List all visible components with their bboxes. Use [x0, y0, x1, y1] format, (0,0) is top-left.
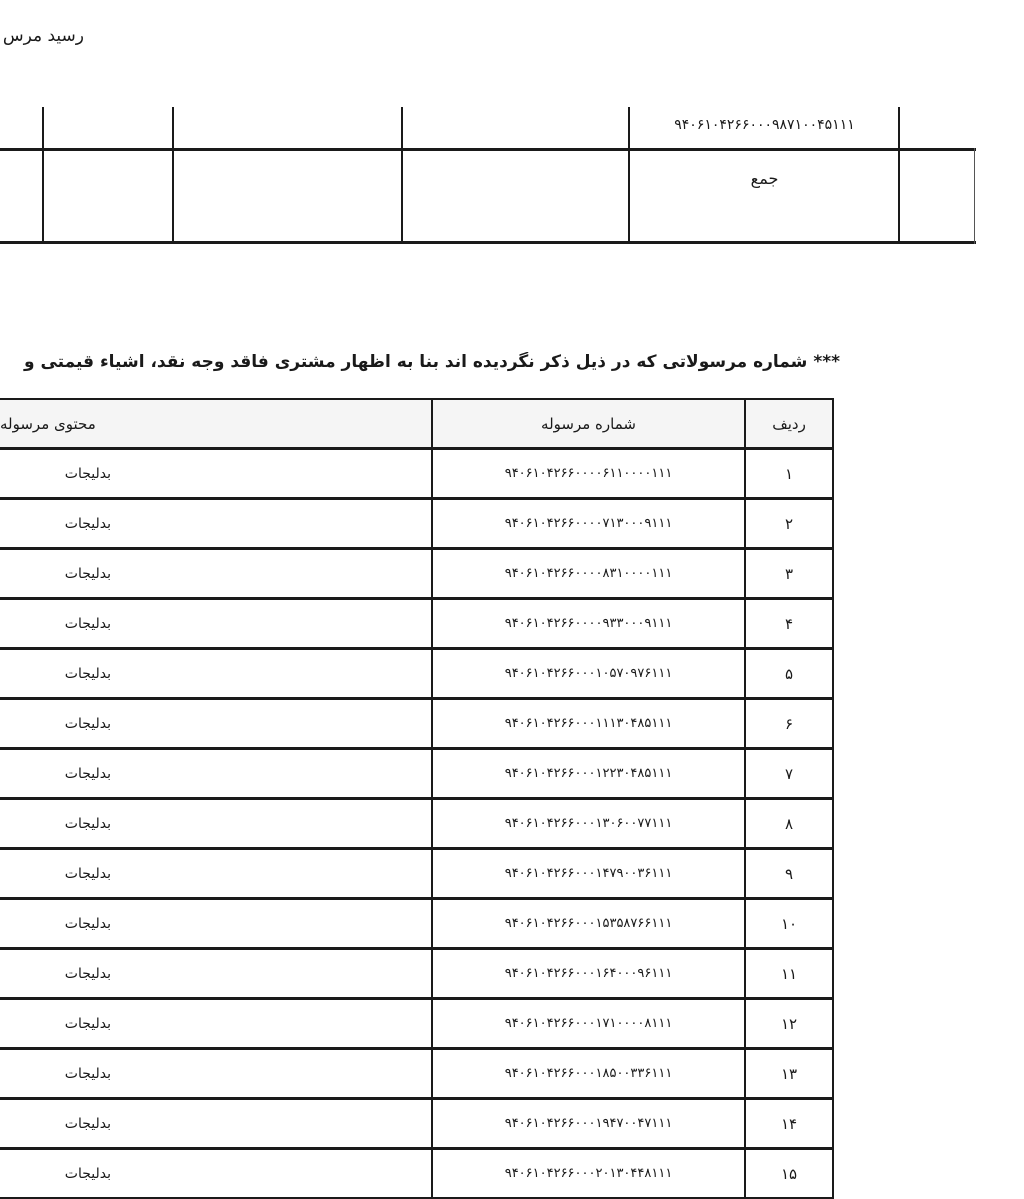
row-content: بدلیجات [64, 915, 111, 932]
row-index: ۹ [744, 850, 832, 897]
table-row [0, 450, 832, 500]
row-index: ۳ [744, 550, 832, 597]
table-row [0, 700, 832, 750]
row-content: بدلیجات [64, 965, 111, 982]
row-content: بدلیجات [64, 465, 111, 482]
row-index: ۱ [744, 450, 832, 497]
table-row [0, 500, 832, 550]
row-index: ۱۲ [744, 1000, 832, 1047]
row-shipment-number: ۹۴۰۶۱۰۴۲۶۶۰۰۰۱۸۵۰۰۳۳۶۱۱۱ [431, 1050, 744, 1097]
table-row [0, 1050, 832, 1100]
table-row [0, 1150, 832, 1197]
table-row [0, 750, 832, 800]
row-index: ۱۴ [744, 1100, 832, 1147]
row-content: بدلیجات [64, 615, 111, 632]
table-row [0, 800, 832, 850]
row-shipment-number: ۹۴۰۶۱۰۴۲۶۶۰۰۰۱۵۳۵۸۷۶۶۱۱۱ [431, 900, 744, 947]
row-content: بدلیجات [64, 1065, 111, 1082]
table-row [0, 650, 832, 700]
disclaimer-note: *** شماره مرسولاتی که در ذیل ذکر نگردیده اند بنا به اظهار مشتری فاقد وجه نقد، اشیاء قیمتی و [23, 352, 840, 372]
row-shipment-number: ۹۴۰۶۱۰۴۲۶۶۰۰۰۰۹۳۳۰۰۰۹۱۱۱ [431, 600, 744, 647]
row-shipment-number: ۹۴۰۶۱۰۴۲۶۶۰۰۰۱۷۱۰۰۰۰۸۱۱۱ [431, 1000, 744, 1047]
summary-col-divider [898, 107, 900, 244]
row-content: بدلیجات [64, 565, 111, 582]
summary-row-divider [0, 148, 976, 151]
summary-col-divider [628, 107, 630, 244]
row-shipment-number: ۹۴۰۶۱۰۴۲۶۶۰۰۰۰۶۱۱۰۰۰۰۱۱۱ [431, 450, 744, 497]
row-shipment-number: ۹۴۰۶۱۰۴۲۶۶۰۰۰۱۳۰۶۰۰۷۷۱۱۱ [431, 800, 744, 847]
row-index: ۸ [744, 800, 832, 847]
row-index: ۵ [744, 650, 832, 697]
header-shipment-number: شماره مرسوله [431, 400, 744, 447]
table-row [0, 1000, 832, 1050]
row-content: بدلیجات [64, 865, 111, 882]
row-index: ۷ [744, 750, 832, 797]
row-index: ۱۳ [744, 1050, 832, 1097]
summary-col-divider [401, 107, 403, 244]
row-content: بدلیجات [64, 665, 111, 682]
summary-col-divider [42, 107, 44, 244]
row-index: ۶ [744, 700, 832, 747]
summary-right-border [974, 148, 975, 244]
row-content: بدلیجات [64, 715, 111, 732]
row-content: بدلیجات [64, 515, 111, 532]
summary-col-divider [172, 107, 174, 244]
shipment-table [0, 398, 834, 1199]
row-shipment-number: ۹۴۰۶۱۰۴۲۶۶۰۰۰۱۴۷۹۰۰۳۶۱۱۱ [431, 850, 744, 897]
table-row [0, 850, 832, 900]
header-index: ردیف [744, 400, 832, 447]
table-row [0, 550, 832, 600]
row-shipment-number: ۹۴۰۶۱۰۴۲۶۶۰۰۰۰۸۳۱۰۰۰۰۱۱۱ [431, 550, 744, 597]
row-content: بدلیجات [64, 1015, 111, 1032]
row-content: بدلیجات [64, 765, 111, 782]
table-row [0, 950, 832, 1000]
row-index: ۲ [744, 500, 832, 547]
row-shipment-number: ۹۴۰۶۱۰۴۲۶۶۰۰۰۱۰۵۷۰۹۷۶۱۱۱ [431, 650, 744, 697]
row-shipment-number: ۹۴۰۶۱۰۴۲۶۶۰۰۰۱۹۴۷۰۰۴۷۱۱۱ [431, 1100, 744, 1147]
row-shipment-number: ۹۴۰۶۱۰۴۲۶۶۰۰۰۲۰۱۳۰۴۴۸۱۱۱ [431, 1150, 744, 1197]
row-shipment-number: ۹۴۰۶۱۰۴۲۶۶۰۰۰۱۱۱۳۰۴۸۵۱۱۱ [431, 700, 744, 747]
row-index: ۱۰ [744, 900, 832, 947]
header-content: محتوی مرسوله [0, 414, 96, 433]
row-content: بدلیجات [64, 815, 111, 832]
table-header-row [0, 400, 832, 450]
table-row [0, 600, 832, 650]
row-content: بدلیجات [64, 1115, 111, 1132]
row-shipment-number: ۹۴۰۶۱۰۴۲۶۶۰۰۰۱۲۲۳۰۴۸۵۱۱۱ [431, 750, 744, 797]
row-index: ۴ [744, 600, 832, 647]
row-index: ۱۵ [744, 1150, 832, 1197]
row-shipment-number: ۹۴۰۶۱۰۴۲۶۶۰۰۰۰۷۱۳۰۰۰۹۱۱۱ [431, 500, 744, 547]
document-title: رسید مرس [2, 26, 84, 46]
row-content: بدلیجات [64, 1165, 111, 1182]
row-index: ۱۱ [744, 950, 832, 997]
table-row [0, 900, 832, 950]
summary-shipment-number: ۹۴۰۶۱۰۴۲۶۶۰۰۰۹۸۷۱۰۰۴۵۱۱۱ [674, 117, 855, 133]
table-row [0, 1100, 832, 1150]
summary-table [0, 107, 976, 244]
row-shipment-number: ۹۴۰۶۱۰۴۲۶۶۰۰۰۱۶۴۰۰۰۹۶۱۱۱ [431, 950, 744, 997]
summary-total-label: جمع [750, 169, 779, 188]
summary-bottom-border [0, 241, 976, 244]
